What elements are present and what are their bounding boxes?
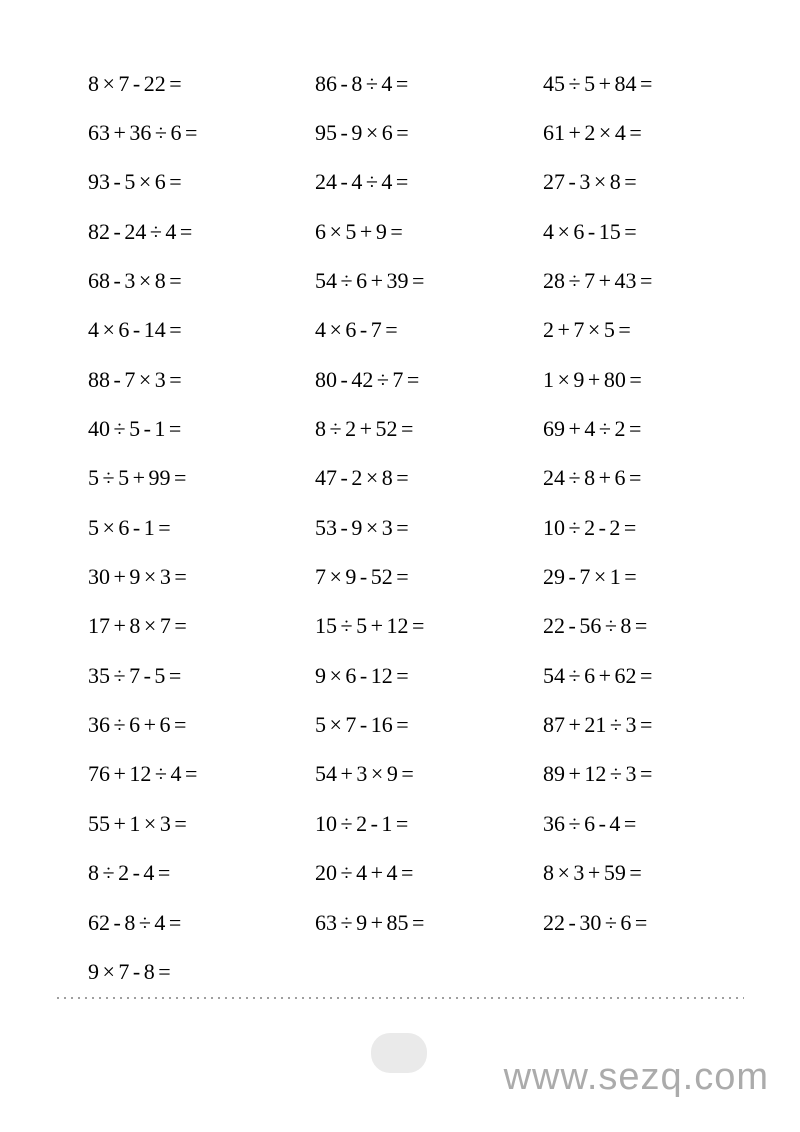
math-problem: 87 + 21 ÷ 3 =: [543, 712, 653, 738]
math-problem: 89 + 12 ÷ 3 =: [543, 761, 653, 787]
math-problem: 2 + 7 × 5 =: [543, 317, 631, 343]
math-problem: 47 - 2 × 8 =: [315, 465, 409, 491]
math-problem: 5 ÷ 5 + 99 =: [88, 465, 187, 491]
footer-blob-decoration: [371, 1033, 427, 1073]
math-problem: 1 × 9 + 80 =: [543, 366, 642, 392]
math-problem: 53 - 9 × 3 =: [315, 514, 409, 540]
math-problem: 28 ÷ 7 + 43 =: [543, 268, 653, 294]
math-problem: 8 × 7 - 22 =: [88, 70, 182, 96]
math-problem: 7 × 9 - 52 =: [315, 564, 409, 590]
problems-column-1: [88, 59, 197, 997]
math-problem: 54 ÷ 6 + 62 =: [543, 662, 653, 688]
math-problem: 22 - 56 ÷ 8 =: [543, 613, 648, 639]
math-problem: 15 ÷ 5 + 12 =: [315, 613, 425, 639]
math-problem: 4 × 6 - 15 =: [543, 218, 637, 244]
math-problem: 62 - 8 ÷ 4 =: [88, 909, 182, 935]
math-problem: 30 + 9 × 3 =: [88, 564, 187, 590]
math-problem: 40 ÷ 5 - 1 =: [88, 416, 182, 442]
math-problem: 27 - 3 × 8 =: [543, 169, 637, 195]
math-problem: 8 × 3 + 59 =: [543, 860, 642, 886]
math-problem: 9 × 6 - 12 =: [315, 662, 409, 688]
math-problem: 63 + 36 ÷ 6 =: [88, 120, 198, 146]
math-problem: 36 ÷ 6 - 4 =: [543, 810, 637, 836]
math-problem: 9 × 7 - 8 =: [88, 958, 171, 984]
math-problem: 69 + 4 ÷ 2 =: [543, 416, 642, 442]
math-problem: 68 - 3 × 8 =: [88, 268, 182, 294]
math-problem: 22 - 30 ÷ 6 =: [543, 909, 648, 935]
math-problem: 17 + 8 × 7 =: [88, 613, 187, 639]
math-problem: 10 ÷ 2 - 2 =: [543, 514, 637, 540]
math-problem: 55 + 1 × 3 =: [88, 810, 187, 836]
math-problem: 29 - 7 × 1 =: [543, 564, 637, 590]
math-problem: 63 ÷ 9 + 85 =: [315, 909, 425, 935]
math-problem: 54 ÷ 6 + 39 =: [315, 268, 425, 294]
math-problem: 5 × 7 - 16 =: [315, 712, 409, 738]
dotted-divider: [57, 997, 744, 999]
math-problem: 24 - 4 ÷ 4 =: [315, 169, 409, 195]
math-problem: 76 + 12 ÷ 4 =: [88, 761, 198, 787]
math-problem: 36 ÷ 6 + 6 =: [88, 712, 187, 738]
math-problem: 5 × 6 - 1 =: [88, 514, 171, 540]
watermark-url: www.sezq.com: [503, 1056, 769, 1098]
math-problem: 24 ÷ 8 + 6 =: [543, 465, 642, 491]
math-problem: 93 - 5 × 6 =: [88, 169, 182, 195]
math-problem: 6 × 5 + 9 =: [315, 218, 403, 244]
math-problem: 86 - 8 ÷ 4 =: [315, 70, 409, 96]
math-problem: 80 - 42 ÷ 7 =: [315, 366, 420, 392]
math-problem: 45 ÷ 5 + 84 =: [543, 70, 653, 96]
math-problem: 61 + 2 × 4 =: [543, 120, 642, 146]
math-problem: 8 ÷ 2 + 52 =: [315, 416, 414, 442]
problems-column-2: [315, 59, 424, 947]
problems-column-3: [543, 59, 652, 947]
math-problem: 95 - 9 × 6 =: [315, 120, 409, 146]
math-problem: 8 ÷ 2 - 4 =: [88, 860, 171, 886]
math-problem: 4 × 6 - 14 =: [88, 317, 182, 343]
math-problem: 4 × 6 - 7 =: [315, 317, 398, 343]
math-problem: 20 ÷ 4 + 4 =: [315, 860, 414, 886]
math-problem: 54 + 3 × 9 =: [315, 761, 414, 787]
math-problem: 82 - 24 ÷ 4 =: [88, 218, 193, 244]
math-problem: 88 - 7 × 3 =: [88, 366, 182, 392]
math-problem: 35 ÷ 7 - 5 =: [88, 662, 182, 688]
math-problem: 10 ÷ 2 - 1 =: [315, 810, 409, 836]
